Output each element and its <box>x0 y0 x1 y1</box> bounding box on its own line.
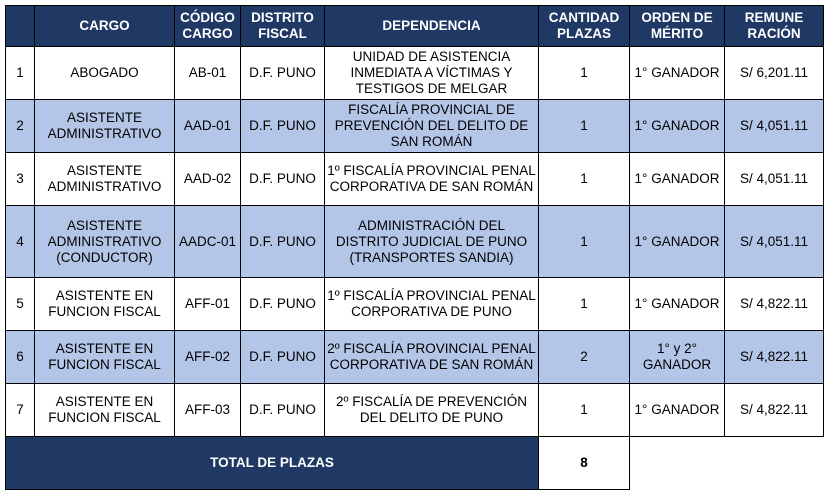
orden-cell: 1° y 2° GANADOR <box>630 331 725 384</box>
header-num <box>6 6 35 47</box>
cargo-cell: ASISTENTE ADMINISTRATIVO <box>35 100 175 153</box>
plazas-table <box>5 5 824 490</box>
header-cantidad: CANTIDAD PLAZAS <box>539 6 630 47</box>
cantidad-cell: 1 <box>539 278 630 331</box>
remuneracion-cell: S/ 4,051.11 <box>725 153 824 206</box>
table-row <box>6 331 824 384</box>
cantidad-cell: 2 <box>539 331 630 384</box>
codigo-cell: AB-01 <box>175 47 241 100</box>
cantidad-cell: 1 <box>539 47 630 100</box>
codigo-cell: AADC-01 <box>175 206 241 278</box>
table-row <box>6 100 824 153</box>
dependencia-cell: 2º FISCALÍA PROVINCIAL PENAL CORPORATIVA DE SAN ROMÁN <box>325 331 539 384</box>
cargo-cell: ASISTENTE EN FUNCION FISCAL <box>35 278 175 331</box>
dependencia-cell: 1º FISCALÍA PROVINCIAL PENAL CORPORATIVA DE PUNO <box>325 278 539 331</box>
codigo-cell: AAD-02 <box>175 153 241 206</box>
dependencia-cell: ADMINISTRACIÓN DEL DISTRITO JUDICIAL DE PUNO (TRANSPORTES SANDIA) <box>325 206 539 278</box>
orden-cell: 1° GANADOR <box>630 278 725 331</box>
cargo-cell: ABOGADO <box>35 47 175 100</box>
row-number: 2 <box>6 100 35 153</box>
distrito-cell: D.F. PUNO <box>241 100 325 153</box>
orden-cell: 1° GANADOR <box>630 153 725 206</box>
cantidad-cell: 1 <box>539 153 630 206</box>
orden-cell: 1° GANADOR <box>630 47 725 100</box>
row-number: 7 <box>6 384 35 437</box>
orden-cell: 1° GANADOR <box>630 100 725 153</box>
header-cargo: CARGO <box>35 6 175 47</box>
header-distrito: DISTRITO FISCAL <box>241 6 325 47</box>
cargo-cell: ASISTENTE EN FUNCION FISCAL <box>35 331 175 384</box>
table-row <box>6 278 824 331</box>
total-row <box>6 437 824 490</box>
cargo-cell: ASISTENTE ADMINISTRATIVO <box>35 153 175 206</box>
remuneracion-cell: S/ 4,051.11 <box>725 206 824 278</box>
cantidad-cell: 1 <box>539 100 630 153</box>
cantidad-cell: 1 <box>539 206 630 278</box>
header-remuneracion: REMUNE RACIÓN <box>725 6 824 47</box>
cargo-cell: ASISTENTE EN FUNCION FISCAL <box>35 384 175 437</box>
table-row <box>6 384 824 437</box>
header-row <box>6 6 824 47</box>
remuneracion-cell: S/ 4,051.11 <box>725 100 824 153</box>
remuneracion-cell: S/ 6,201.11 <box>725 47 824 100</box>
row-number: 5 <box>6 278 35 331</box>
header-codigo: CÓDIGO CARGO <box>175 6 241 47</box>
header-orden: ORDEN DE MÉRITO <box>630 6 725 47</box>
distrito-cell: D.F. PUNO <box>241 384 325 437</box>
dependencia-cell: UNIDAD DE ASISTENCIA INMEDIATA A VÍCTIMAS Y TESTIGOS DE MELGAR <box>325 47 539 100</box>
total-label: TOTAL DE PLAZAS <box>6 437 539 490</box>
row-number: 4 <box>6 206 35 278</box>
total-value: 8 <box>539 437 630 490</box>
distrito-cell: D.F. PUNO <box>241 206 325 278</box>
table-row <box>6 153 824 206</box>
cantidad-cell: 1 <box>539 384 630 437</box>
codigo-cell: AFF-02 <box>175 331 241 384</box>
cargo-cell: ASISTENTE ADMINISTRATIVO (CONDUCTOR) <box>35 206 175 278</box>
remuneracion-cell: S/ 4,822.11 <box>725 331 824 384</box>
orden-cell: 1° GANADOR <box>630 384 725 437</box>
remuneracion-cell: S/ 4,822.11 <box>725 278 824 331</box>
header-dependencia: DEPENDENCIA <box>325 6 539 47</box>
remuneracion-cell: S/ 4,822.11 <box>725 384 824 437</box>
table-row <box>6 206 824 278</box>
table-row <box>6 47 824 100</box>
row-number: 1 <box>6 47 35 100</box>
distrito-cell: D.F. PUNO <box>241 47 325 100</box>
distrito-cell: D.F. PUNO <box>241 153 325 206</box>
row-number: 3 <box>6 153 35 206</box>
codigo-cell: AAD-01 <box>175 100 241 153</box>
row-number: 6 <box>6 331 35 384</box>
distrito-cell: D.F. PUNO <box>241 331 325 384</box>
codigo-cell: AFF-01 <box>175 278 241 331</box>
orden-cell: 1° GANADOR <box>630 206 725 278</box>
dependencia-cell: FISCALÍA PROVINCIAL DE PREVENCIÓN DEL DELITO DE SAN ROMÁN <box>325 100 539 153</box>
dependencia-cell: 2º FISCALÍA DE PREVENCIÓN DEL DELITO DE PUNO <box>325 384 539 437</box>
distrito-cell: D.F. PUNO <box>241 278 325 331</box>
total-blank <box>630 437 824 490</box>
codigo-cell: AFF-03 <box>175 384 241 437</box>
dependencia-cell: 1º FISCALÍA PROVINCIAL PENAL CORPORATIVA DE SAN ROMÁN <box>325 153 539 206</box>
